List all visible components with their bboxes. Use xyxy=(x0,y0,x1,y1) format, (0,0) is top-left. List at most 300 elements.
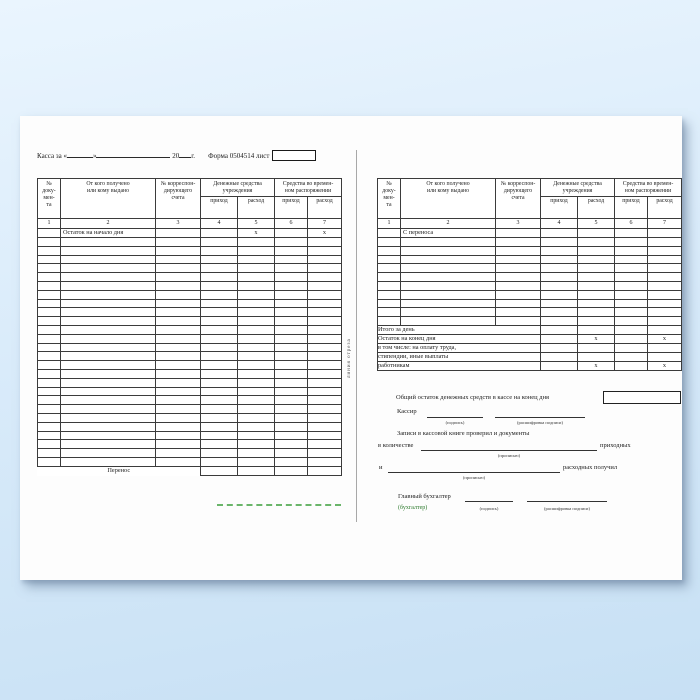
in-words-caption: (прописью) xyxy=(497,453,521,458)
x-marker: х xyxy=(578,361,615,370)
empty-cell xyxy=(156,343,201,352)
empty-cell xyxy=(61,325,156,334)
empty-cell xyxy=(308,281,342,290)
empty-cell xyxy=(38,308,61,317)
empty-cell xyxy=(496,308,541,317)
right-page xyxy=(357,116,682,580)
empty-cell xyxy=(275,352,308,361)
table-row xyxy=(38,281,342,290)
table-row xyxy=(38,299,342,308)
empty-cell xyxy=(275,378,308,387)
empty-cell xyxy=(308,308,342,317)
empty-cell xyxy=(541,255,578,264)
carried-over-label: С переноса xyxy=(401,229,496,238)
table-row xyxy=(38,273,342,282)
carry-forward-label: Перенос xyxy=(38,466,201,475)
empty-cell xyxy=(38,290,61,299)
empty-cell xyxy=(578,264,615,273)
cut-line-label: линия отреза xyxy=(347,338,352,378)
empty-cell xyxy=(275,457,308,466)
empty-cell xyxy=(238,317,275,326)
empty-cell xyxy=(275,325,308,334)
table-row xyxy=(378,290,682,299)
x-marker: х xyxy=(578,334,615,343)
empty-cell xyxy=(38,352,61,361)
empty-cell xyxy=(238,440,275,449)
empty-cell xyxy=(201,334,238,343)
empty-cell xyxy=(308,264,342,273)
empty-cell xyxy=(156,378,201,387)
empty-cell xyxy=(201,264,238,273)
table-row xyxy=(38,308,342,317)
empty-cell xyxy=(156,290,201,299)
empty-cell xyxy=(578,255,615,264)
empty-cell xyxy=(38,238,61,247)
table-row xyxy=(38,325,342,334)
table-row xyxy=(38,264,342,273)
empty-cell xyxy=(308,405,342,414)
empty-cell xyxy=(401,255,496,264)
table-row xyxy=(38,361,342,370)
empty-cell xyxy=(38,457,61,466)
empty-cell xyxy=(378,264,401,273)
chief-name-blank xyxy=(527,501,607,502)
empty-cell xyxy=(201,281,238,290)
carry-forward-row xyxy=(38,466,342,475)
empty-cell xyxy=(648,317,682,326)
signature-caption: (подпись) xyxy=(479,506,499,511)
empty-cell xyxy=(238,273,275,282)
empty-cell xyxy=(61,396,156,405)
x-marker: х xyxy=(238,229,275,238)
empty-cell xyxy=(648,299,682,308)
empty-cell xyxy=(201,299,238,308)
empty-cell xyxy=(308,413,342,422)
empty-cell xyxy=(201,290,238,299)
table-row xyxy=(38,238,342,247)
empty-cell xyxy=(401,264,496,273)
empty-cell xyxy=(378,290,401,299)
empty-cell xyxy=(275,387,308,396)
empty-cell xyxy=(156,387,201,396)
stipends-row: стипендии, иные выплаты xyxy=(378,352,682,361)
empty-cell xyxy=(648,281,682,290)
empty-cell xyxy=(308,387,342,396)
including-labor-row: в том числе: на оплату труда, xyxy=(378,343,682,352)
empty-cell xyxy=(38,334,61,343)
table-row xyxy=(38,246,342,255)
empty-cell xyxy=(156,361,201,370)
empty-cell xyxy=(541,317,578,326)
empty-cell xyxy=(648,273,682,282)
cash-table-left xyxy=(37,178,342,476)
empty-cell xyxy=(61,238,156,247)
empty-cell xyxy=(38,255,61,264)
empty-cell xyxy=(578,281,615,290)
subcol-expense: расход xyxy=(648,197,682,219)
empty-cell xyxy=(38,422,61,431)
total-for-day-row: Итого за день xyxy=(378,325,682,334)
empty-cell xyxy=(308,246,342,255)
empty-cell xyxy=(615,317,648,326)
empty-cell xyxy=(156,457,201,466)
empty-cell xyxy=(275,449,308,458)
incoming-docs-label: приходных xyxy=(600,442,631,449)
empty-cell xyxy=(156,317,201,326)
empty-cell xyxy=(275,369,308,378)
empty-cell xyxy=(615,299,648,308)
empty-cell xyxy=(201,431,238,440)
empty-cell xyxy=(578,299,615,308)
empty-cell xyxy=(275,431,308,440)
empty-cell xyxy=(401,290,496,299)
year-blank xyxy=(179,151,191,158)
outgoing-docs-label: расходных получил xyxy=(563,464,618,471)
cashier-label: Кассир xyxy=(397,408,417,415)
empty-cell xyxy=(201,413,238,422)
empty-cell xyxy=(156,352,201,361)
table-row xyxy=(38,387,342,396)
empty-cell xyxy=(38,387,61,396)
table-row xyxy=(38,449,342,458)
empty-cell xyxy=(61,405,156,414)
empty-cell xyxy=(496,238,541,247)
empty-cell xyxy=(238,422,275,431)
empty-cell xyxy=(308,440,342,449)
empty-cell xyxy=(275,290,308,299)
empty-cell xyxy=(238,361,275,370)
chief-accountant-label: Главный бухгалтер xyxy=(398,493,451,500)
empty-cell xyxy=(238,264,275,273)
empty-cell xyxy=(61,308,156,317)
empty-cell xyxy=(156,325,201,334)
subcol-expense: расход xyxy=(308,197,342,219)
workers-row: работникам х х xyxy=(378,361,682,370)
empty-cell xyxy=(61,369,156,378)
empty-cell xyxy=(156,334,201,343)
empty-cell xyxy=(378,299,401,308)
table-row xyxy=(38,369,342,378)
x-marker: х xyxy=(648,361,682,370)
empty-cell xyxy=(378,308,401,317)
empty-cell xyxy=(156,273,201,282)
subcol-expense: расход xyxy=(578,197,615,219)
day-blank xyxy=(67,151,93,158)
empty-cell xyxy=(201,369,238,378)
column-numbers-row: 1 2 3 4 5 6 7 xyxy=(378,219,682,229)
col-header-corresponding-account: № корреспон- дирующего счета xyxy=(496,179,541,219)
col-header-doc-number: № доку- мен- та xyxy=(378,179,401,219)
table-row xyxy=(38,378,342,387)
empty-cell xyxy=(238,281,275,290)
empty-cell xyxy=(308,325,342,334)
table-row xyxy=(38,352,342,361)
empty-cell xyxy=(308,343,342,352)
empty-cell xyxy=(38,405,61,414)
empty-cell xyxy=(38,317,61,326)
subcol-income: приход xyxy=(201,197,238,219)
empty-cell xyxy=(238,387,275,396)
empty-cell xyxy=(156,440,201,449)
empty-cell xyxy=(578,290,615,299)
table-row xyxy=(378,281,682,290)
and-label: и xyxy=(379,464,383,471)
empty-cell xyxy=(378,238,401,247)
empty-cell xyxy=(38,246,61,255)
empty-cell xyxy=(201,422,238,431)
empty-cell xyxy=(308,290,342,299)
total-cash-remainder-label: Общий остаток денежных средств в кассе на конец дня xyxy=(396,394,550,401)
outgoing-quantity-blank xyxy=(388,472,560,473)
empty-cell xyxy=(578,238,615,247)
empty-cell xyxy=(541,246,578,255)
empty-cell xyxy=(61,317,156,326)
table-row xyxy=(38,422,342,431)
year-suffix: г. xyxy=(191,152,196,160)
cash-book-form-sheet xyxy=(20,116,682,580)
empty-cell xyxy=(201,238,238,247)
empty-cell xyxy=(156,246,201,255)
x-marker: х xyxy=(648,334,682,343)
form-number-label: Форма 0504514 лист xyxy=(208,152,270,160)
empty-cell xyxy=(401,281,496,290)
empty-cell xyxy=(238,290,275,299)
empty-cell xyxy=(238,343,275,352)
col-group-temporary-funds: Средства во времен- ном распоряжении xyxy=(275,179,342,197)
table-row xyxy=(38,255,342,264)
empty-cell xyxy=(201,352,238,361)
empty-cell xyxy=(275,413,308,422)
empty-cell xyxy=(238,405,275,414)
empty-cell xyxy=(275,334,308,343)
table-row xyxy=(378,299,682,308)
signature-caption: (подпись) xyxy=(445,420,465,425)
empty-cell xyxy=(156,405,201,414)
empty-cell xyxy=(201,440,238,449)
empty-cell xyxy=(156,281,201,290)
table-row xyxy=(378,238,682,247)
empty-cell xyxy=(61,246,156,255)
empty-cell xyxy=(238,246,275,255)
empty-cell xyxy=(308,378,342,387)
empty-cell xyxy=(38,281,61,290)
empty-cell xyxy=(401,246,496,255)
empty-cell xyxy=(38,413,61,422)
empty-cell xyxy=(201,396,238,405)
carried-over-row xyxy=(378,229,682,238)
empty-cell xyxy=(238,449,275,458)
empty-cell xyxy=(38,273,61,282)
empty-cell xyxy=(61,431,156,440)
table-row xyxy=(378,273,682,282)
empty-cell xyxy=(541,290,578,299)
empty-cell xyxy=(615,264,648,273)
empty-cell xyxy=(275,405,308,414)
col-header-corresponding-account: № корреспон- дирующего счета xyxy=(156,179,201,219)
empty-cell xyxy=(308,334,342,343)
table-row xyxy=(38,343,342,352)
total-cash-remainder-box xyxy=(603,391,681,404)
table-row xyxy=(38,334,342,343)
empty-cell xyxy=(61,281,156,290)
empty-cell xyxy=(578,317,615,326)
green-watermark-dashes xyxy=(217,504,341,506)
closing-balance-row: Остаток на конец дня х х xyxy=(378,334,682,343)
empty-cell xyxy=(308,299,342,308)
quantity-label: в количестве xyxy=(378,442,414,449)
table-row xyxy=(38,405,342,414)
empty-cell xyxy=(275,317,308,326)
empty-cell xyxy=(496,290,541,299)
empty-cell xyxy=(38,440,61,449)
in-words-caption: (прописью) xyxy=(462,475,486,480)
empty-cell xyxy=(308,238,342,247)
empty-cell xyxy=(238,378,275,387)
empty-cell xyxy=(378,255,401,264)
empty-cell xyxy=(275,246,308,255)
empty-cell xyxy=(615,281,648,290)
empty-cell xyxy=(648,255,682,264)
col-header-from-whom: От кого получено или кому выдано xyxy=(61,179,156,219)
records-checked-label: Записи в кассовой книге проверил и документы xyxy=(397,430,530,437)
empty-cell xyxy=(156,431,201,440)
empty-cell xyxy=(38,299,61,308)
empty-cell xyxy=(308,317,342,326)
empty-cell xyxy=(615,308,648,317)
kassa-label: Касса за « xyxy=(37,152,67,160)
empty-cell xyxy=(201,343,238,352)
empty-cell xyxy=(615,273,648,282)
empty-cell xyxy=(541,238,578,247)
empty-cell xyxy=(615,246,648,255)
empty-cell xyxy=(201,317,238,326)
empty-cell xyxy=(201,378,238,387)
empty-cell xyxy=(308,255,342,264)
empty-cell xyxy=(401,317,496,326)
empty-cell xyxy=(648,308,682,317)
empty-cell xyxy=(648,264,682,273)
empty-cell xyxy=(201,325,238,334)
empty-cell xyxy=(201,273,238,282)
empty-cell xyxy=(156,264,201,273)
empty-cell xyxy=(578,308,615,317)
empty-cell xyxy=(61,378,156,387)
decipher-caption: (расшифровка подписи) xyxy=(544,506,590,511)
empty-cell xyxy=(275,281,308,290)
subcol-income: приход xyxy=(275,197,308,219)
empty-cell xyxy=(496,273,541,282)
opening-balance-row xyxy=(38,229,342,238)
empty-cell xyxy=(61,334,156,343)
empty-cell xyxy=(496,281,541,290)
cashier-signature-blank xyxy=(427,417,483,418)
empty-cell xyxy=(38,396,61,405)
empty-cell xyxy=(38,378,61,387)
empty-cell xyxy=(615,255,648,264)
empty-cell xyxy=(275,273,308,282)
empty-cell xyxy=(275,396,308,405)
empty-cell xyxy=(201,361,238,370)
empty-cell xyxy=(156,413,201,422)
accountant-paren-label: (бухгалтер) xyxy=(398,505,428,511)
empty-cell xyxy=(61,449,156,458)
col-group-institution-funds: Денежные средства учреждения xyxy=(201,179,275,197)
empty-cell xyxy=(238,325,275,334)
chief-signature-blank xyxy=(465,501,513,502)
col-group-temporary-funds: Средства во времен- ном распоряжении xyxy=(615,179,682,197)
empty-cell xyxy=(238,352,275,361)
table-row xyxy=(38,396,342,405)
cashier-name-blank xyxy=(495,417,585,418)
table-row xyxy=(378,308,682,317)
col-header-doc-number: № доку- мен- та xyxy=(38,179,61,219)
empty-cell xyxy=(201,449,238,458)
empty-cell xyxy=(238,238,275,247)
subcol-income: приход xyxy=(541,197,578,219)
empty-cell xyxy=(156,396,201,405)
empty-cell xyxy=(378,281,401,290)
empty-cell xyxy=(401,299,496,308)
empty-cell xyxy=(238,369,275,378)
empty-cell xyxy=(401,273,496,282)
empty-cell xyxy=(61,361,156,370)
empty-cell xyxy=(308,457,342,466)
empty-cell xyxy=(61,387,156,396)
empty-cell xyxy=(238,334,275,343)
decipher-caption: (расшифровка подписи) xyxy=(517,420,563,425)
empty-cell xyxy=(61,457,156,466)
empty-cell xyxy=(38,369,61,378)
cash-table-right xyxy=(377,178,682,371)
subcol-income: приход xyxy=(615,197,648,219)
empty-cell xyxy=(541,264,578,273)
col-header-from-whom: От кого получено или кому выдано xyxy=(401,179,496,219)
empty-cell xyxy=(61,352,156,361)
table-row xyxy=(38,413,342,422)
table-row xyxy=(38,431,342,440)
empty-cell xyxy=(275,255,308,264)
empty-cell xyxy=(201,255,238,264)
empty-cell xyxy=(496,246,541,255)
empty-cell xyxy=(308,431,342,440)
empty-cell xyxy=(496,264,541,273)
empty-cell xyxy=(201,308,238,317)
empty-cell xyxy=(541,281,578,290)
empty-cell xyxy=(308,273,342,282)
empty-cell xyxy=(38,431,61,440)
empty-cell xyxy=(378,317,401,326)
sheet-number-box xyxy=(272,150,316,161)
subcol-expense: расход xyxy=(238,197,275,219)
empty-cell xyxy=(401,308,496,317)
empty-cell xyxy=(308,396,342,405)
empty-cell xyxy=(38,343,61,352)
empty-cell xyxy=(275,361,308,370)
empty-cell xyxy=(156,369,201,378)
x-marker: х xyxy=(308,229,342,238)
month-blank xyxy=(96,151,170,158)
empty-cell xyxy=(238,255,275,264)
empty-cell xyxy=(275,299,308,308)
table-row xyxy=(38,290,342,299)
empty-cell xyxy=(238,308,275,317)
empty-cell xyxy=(578,246,615,255)
empty-cell xyxy=(61,343,156,352)
empty-cell xyxy=(201,246,238,255)
empty-cell xyxy=(38,449,61,458)
table-row xyxy=(38,440,342,449)
kassa-header-line xyxy=(37,150,353,161)
